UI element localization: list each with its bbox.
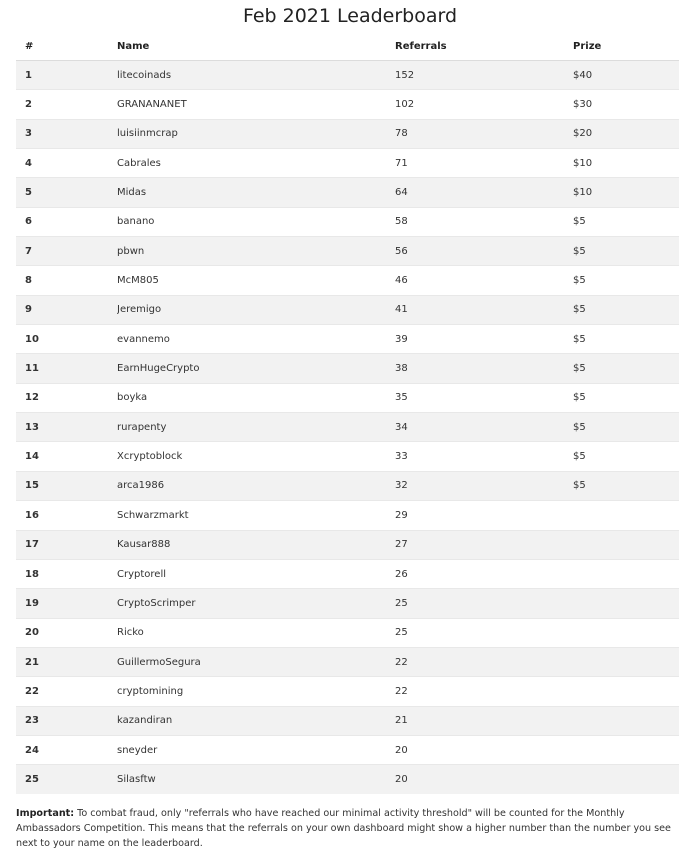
table-row: [16, 442, 679, 471]
rank-cell: 4: [16, 149, 117, 178]
name-cell: sneyder: [117, 735, 395, 764]
referrals-cell: 26: [395, 559, 573, 588]
table-row: [16, 383, 679, 412]
referrals-cell: 41: [395, 295, 573, 324]
rank-cell: 20: [16, 618, 117, 647]
rank-cell: 5: [16, 178, 117, 207]
referrals-cell: 38: [395, 354, 573, 383]
prize-cell: [573, 765, 679, 794]
rank-cell: 12: [16, 383, 117, 412]
referrals-cell: 152: [395, 61, 573, 90]
referrals-cell: 71: [395, 149, 573, 178]
table-row: [16, 413, 679, 442]
prize-cell: $40: [573, 61, 679, 90]
prize-cell: $5: [573, 325, 679, 354]
table-row: [16, 178, 679, 207]
prize-cell: [573, 618, 679, 647]
prize-cell: $5: [573, 354, 679, 383]
rank-cell: 15: [16, 471, 117, 500]
name-cell: GRANANANET: [117, 90, 395, 119]
name-cell: Midas: [117, 178, 395, 207]
table-row: [16, 735, 679, 764]
important-note: [16, 806, 676, 851]
table-row: [16, 618, 679, 647]
table-row: [16, 149, 679, 178]
prize-cell: [573, 647, 679, 676]
prize-cell: $5: [573, 442, 679, 471]
page-title: Feb 2021 Leaderboard: [242, 5, 458, 27]
referrals-cell: 35: [395, 383, 573, 412]
referrals-cell: 27: [395, 530, 573, 559]
table-row: [16, 207, 679, 236]
name-cell: Silasftw: [117, 765, 395, 794]
column-header-referrals: Referrals: [395, 32, 573, 61]
name-cell: EarnHugeCrypto: [117, 354, 395, 383]
table-row: [16, 559, 679, 588]
referrals-cell: 22: [395, 677, 573, 706]
rank-cell: 24: [16, 735, 117, 764]
important-note-label: Important:: [16, 808, 75, 819]
rank-cell: 14: [16, 442, 117, 471]
leaderboard-table: [16, 32, 679, 794]
name-cell: Cryptorell: [117, 559, 395, 588]
table-row: [16, 530, 679, 559]
name-cell: cryptomining: [117, 677, 395, 706]
prize-cell: $10: [573, 178, 679, 207]
referrals-cell: 25: [395, 618, 573, 647]
important-note-text: To combat fraud, only "referrals who have reached our minimal activity threshold" will be counted for the Monthly Ambassadors Competition. This means that the referrals on your own dashboard might show a higher number than the number you see next to your name on the leaderboard.: [16, 808, 671, 849]
rank-cell: 19: [16, 589, 117, 618]
table-header-row: [16, 32, 679, 61]
name-cell: CryptoScrimper: [117, 589, 395, 618]
referrals-cell: 25: [395, 589, 573, 618]
rank-cell: 21: [16, 647, 117, 676]
prize-cell: $5: [573, 237, 679, 266]
rank-cell: 2: [16, 90, 117, 119]
leaderboard-rows: [16, 61, 679, 795]
name-cell: Xcryptoblock: [117, 442, 395, 471]
referrals-cell: 20: [395, 765, 573, 794]
rank-cell: 8: [16, 266, 117, 295]
name-cell: McM805: [117, 266, 395, 295]
column-header-prize: Prize: [573, 32, 679, 61]
referrals-cell: 33: [395, 442, 573, 471]
rank-cell: 16: [16, 501, 117, 530]
referrals-cell: 102: [395, 90, 573, 119]
prize-cell: [573, 501, 679, 530]
prize-cell: $5: [573, 471, 679, 500]
rank-cell: 3: [16, 119, 117, 148]
table-row: [16, 354, 679, 383]
rank-cell: 18: [16, 559, 117, 588]
table-row: [16, 295, 679, 324]
name-cell: Kausar888: [117, 530, 395, 559]
name-cell: boyka: [117, 383, 395, 412]
referrals-cell: 34: [395, 413, 573, 442]
prize-cell: [573, 589, 679, 618]
prize-cell: [573, 706, 679, 735]
name-cell: Jeremigo: [117, 295, 395, 324]
referrals-cell: 56: [395, 237, 573, 266]
prize-cell: $5: [573, 266, 679, 295]
name-cell: litecoinads: [117, 61, 395, 90]
column-header-rank: #: [16, 32, 117, 61]
prize-cell: [573, 677, 679, 706]
table-row: [16, 677, 679, 706]
name-cell: rurapenty: [117, 413, 395, 442]
referrals-cell: 39: [395, 325, 573, 354]
name-cell: Ricko: [117, 618, 395, 647]
name-cell: luisiinmcrap: [117, 119, 395, 148]
prize-cell: $5: [573, 295, 679, 324]
table-row: [16, 647, 679, 676]
prize-cell: $20: [573, 119, 679, 148]
rank-cell: 1: [16, 61, 117, 90]
table-row: [16, 765, 679, 794]
prize-cell: [573, 735, 679, 764]
referrals-cell: 58: [395, 207, 573, 236]
rank-cell: 11: [16, 354, 117, 383]
table-row: [16, 589, 679, 618]
prize-cell: $30: [573, 90, 679, 119]
name-cell: Cabrales: [117, 149, 395, 178]
prize-cell: $10: [573, 149, 679, 178]
table-row: [16, 61, 679, 90]
rank-cell: 7: [16, 237, 117, 266]
prize-cell: [573, 559, 679, 588]
prize-cell: $5: [573, 207, 679, 236]
name-cell: arca1986: [117, 471, 395, 500]
rank-cell: 25: [16, 765, 117, 794]
name-cell: GuillermoSegura: [117, 647, 395, 676]
rank-cell: 13: [16, 413, 117, 442]
table-row: [16, 119, 679, 148]
rank-cell: 22: [16, 677, 117, 706]
prize-cell: $5: [573, 413, 679, 442]
rank-cell: 10: [16, 325, 117, 354]
referrals-cell: 22: [395, 647, 573, 676]
rank-cell: 6: [16, 207, 117, 236]
referrals-cell: 29: [395, 501, 573, 530]
column-header-name: Name: [117, 32, 395, 61]
referrals-cell: 32: [395, 471, 573, 500]
table-row: [16, 471, 679, 500]
table-row: [16, 501, 679, 530]
table-row: [16, 237, 679, 266]
table-row: [16, 266, 679, 295]
referrals-cell: 78: [395, 119, 573, 148]
rank-cell: 9: [16, 295, 117, 324]
table-row: [16, 706, 679, 735]
referrals-cell: 21: [395, 706, 573, 735]
name-cell: banano: [117, 207, 395, 236]
referrals-cell: 64: [395, 178, 573, 207]
referrals-cell: 20: [395, 735, 573, 764]
prize-cell: $5: [573, 383, 679, 412]
name-cell: evannemo: [117, 325, 395, 354]
name-cell: pbwn: [117, 237, 395, 266]
rank-cell: 17: [16, 530, 117, 559]
referrals-cell: 46: [395, 266, 573, 295]
rank-cell: 23: [16, 706, 117, 735]
prize-cell: [573, 530, 679, 559]
name-cell: kazandiran: [117, 706, 395, 735]
table-row: [16, 90, 679, 119]
name-cell: Schwarzmarkt: [117, 501, 395, 530]
table-row: [16, 325, 679, 354]
